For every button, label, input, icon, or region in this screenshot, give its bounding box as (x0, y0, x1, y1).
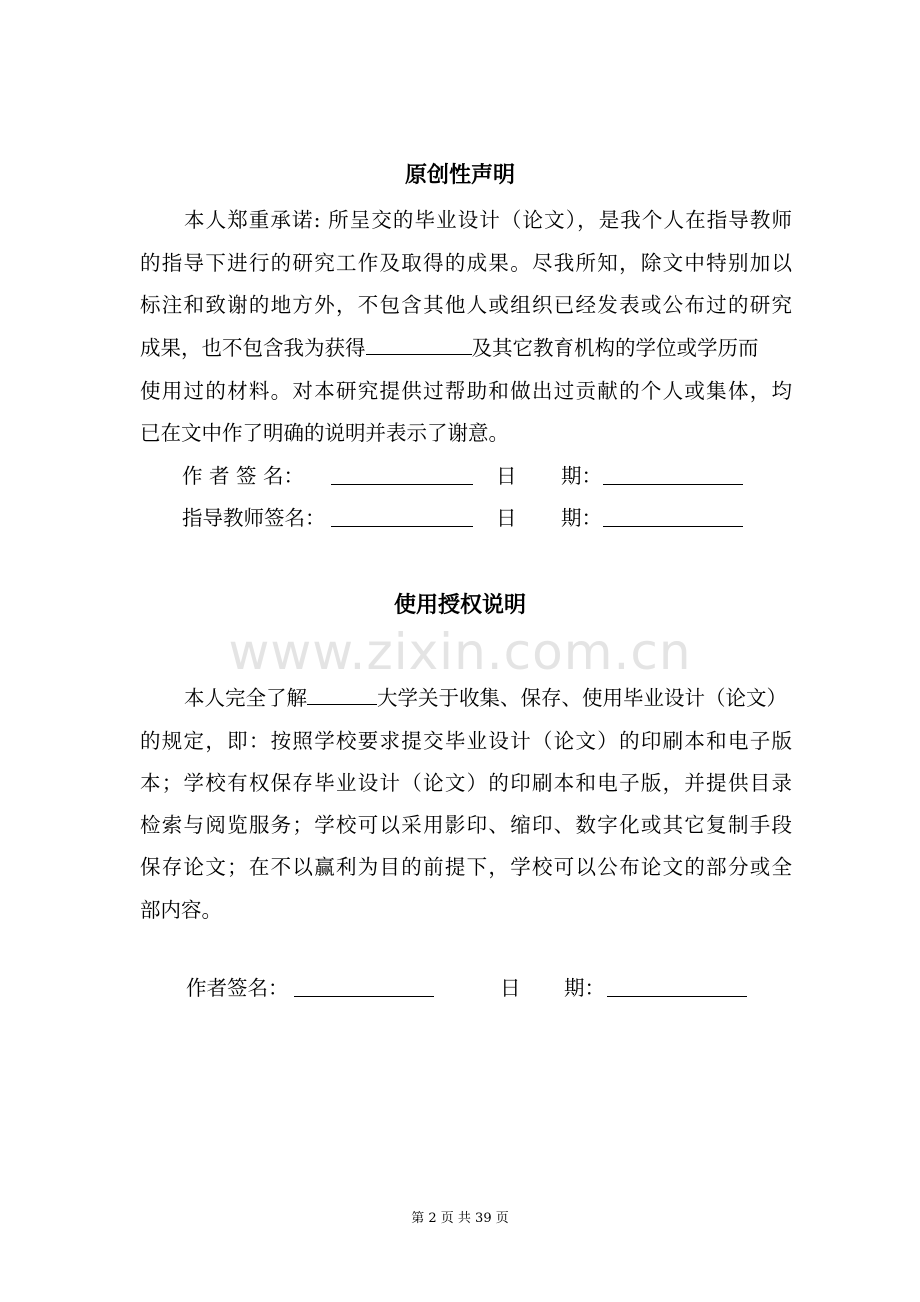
date-label: 期： (561, 506, 602, 530)
paragraph-line (184, 684, 810, 712)
date-label: 期： (564, 976, 605, 1000)
watermark: www.zixin.com.cn (228, 623, 692, 681)
date-label: 日 (496, 464, 517, 488)
line-text: 及其它教育机构的学位或学历而 (471, 336, 759, 360)
line-text: 大学关于收集、保存、使用毕业设计（论文） (377, 686, 787, 710)
paragraph-line: 检索与阅览服务；学校可以采用影印、缩印、数字化或其它复制手段 (140, 813, 792, 837)
author-signature-field[interactable] (331, 484, 473, 485)
author-signature-label: 作者签名： (186, 976, 289, 1000)
author-signature-field[interactable] (294, 996, 434, 997)
advisor-date-field[interactable] (603, 526, 743, 527)
author-signature-label: 作 者 签 名： (182, 464, 305, 488)
paragraph-line: 的指导下进行的研究工作及取得的成果。尽我所知，除文中特别加以 (140, 251, 792, 275)
paragraph-line (140, 334, 792, 362)
paragraph-line: 使用过的材料。对本研究提供过帮助和做出过贡献的个人或集体，均 (140, 379, 792, 403)
date-label: 期： (561, 464, 602, 488)
date-field[interactable] (607, 996, 747, 997)
paragraph-line: 标注和致谢的地方外，不包含其他人或组织已经发表或公布过的研究 (140, 293, 792, 317)
paragraph-line: 保存论文；在不以赢利为目的前提下，学校可以公布论文的部分或全 (140, 855, 792, 879)
authorization-title: 使用授权说明 (393, 593, 526, 618)
degree-blank[interactable] (366, 334, 472, 355)
date-label: 日 (500, 976, 521, 1000)
declaration-title: 原创性声明 (404, 163, 515, 188)
university-blank[interactable] (307, 684, 377, 705)
line-text: 成果，也不包含我为获得 (140, 336, 366, 360)
advisor-signature-label: 指导教师签名： (182, 506, 326, 530)
advisor-signature-field[interactable] (331, 526, 473, 527)
paragraph-line: 本；学校有权保存毕业设计（论文）的印刷本和电子版，并提供目录 (140, 771, 792, 795)
line-text: 本人完全了解 (184, 686, 307, 710)
paragraph-line: 的规定，即：按照学校要求提交毕业设计（论文）的印刷本和电子版 (140, 729, 792, 753)
paragraph-line: 部内容。 (140, 898, 222, 922)
paragraph-line: 本人郑重承诺: 所呈交的毕业设计（论文），是我个人在指导教师 (184, 208, 792, 232)
date-label: 日 (496, 506, 517, 530)
author-date-field[interactable] (603, 484, 743, 485)
page-footer: 第 2 页 共 39 页 (411, 1211, 509, 1226)
paragraph-line: 已在文中作了明确的说明并表示了谢意。 (140, 421, 509, 445)
